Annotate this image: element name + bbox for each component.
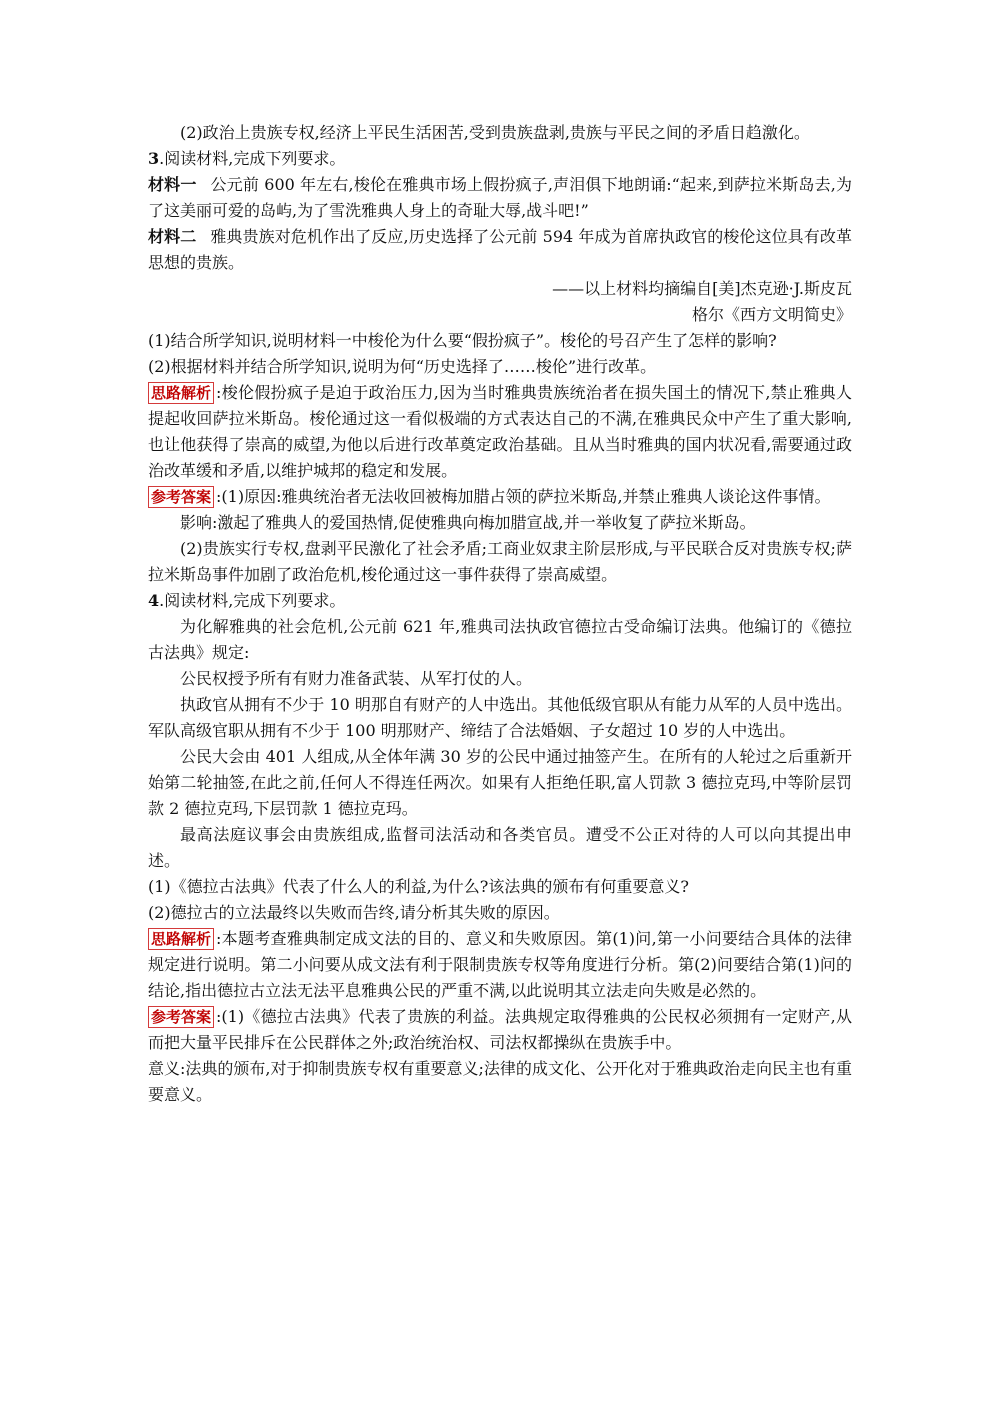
question-3-stem: 3.阅读材料,完成下列要求。: [148, 149, 346, 168]
q3-source-line-2: 格尔《西方文明简史》: [691, 305, 852, 324]
analysis-tag: 思路解析: [148, 928, 214, 950]
q3-analysis: 思路解析 :梭伦假扮疯子是迫于政治压力,因为当时雅典贵族统治者在损失国土的情况下,禁止雅典人提起收回萨拉米斯岛。梭伦通过这一看似极端的方式表达自己的不满,在雅典民众中产生了重大影响,也让他获得了崇高的威望,为他以后进行改革奠定政治基础。且从当时雅典的国内状况看,需要通过政治改革缓和矛盾,以维护城邦的稳定和发展。: [148, 383, 852, 480]
q4-material-p5: 最高法庭议事会由贵族组成,监督司法活动和各类官员。遭受不公正对待的人可以向其提出申述。: [148, 825, 852, 870]
q4-material-p3: 执政官从拥有不少于 10 明那自有财产的人中选出。其他低级官职从有能力从军的人员中选出。军队高级官职从拥有不少于 100 明那财产、缔结了合法婚姻、子女超过 10 岁的人中选出。: [148, 695, 852, 740]
q4-analysis: 思路解析 :本题考查雅典制定成文法的目的、意义和失败原因。第(1)问,第一小问要结合具体的法律规定进行说明。第二小问要从成文法有利于限制贵族专权等角度进行分析。第(2)问要结合第(1)问的结论,指出德拉古立法无法平息雅典公民的严重不满,以此说明其立法走向失败是必然的。: [148, 929, 852, 1000]
question-4-stem: 4.阅读材料,完成下列要求。: [148, 591, 346, 610]
material-2-text: 雅典贵族对危机作出了反应,历史选择了公元前 594 年成为首席执政官的梭伦这位具有改革思想的贵族。: [148, 227, 852, 272]
answer-tag: 参考答案: [148, 1006, 214, 1028]
q3-material-1: [148, 172, 852, 224]
q3-answer: 参考答案 :(1)原因:雅典统治者无法收回被梅加腊占领的萨拉米斯岛,并禁止雅典人谈论这件事情。: [148, 484, 852, 510]
q3-answer-text-1: (1)原因:雅典统治者无法收回被梅加腊占领的萨拉米斯岛,并禁止雅典人谈论这件事情。: [221, 487, 831, 506]
q3-source-line-1: ——以上材料均摘编自[美]杰克逊·J.斯皮瓦: [552, 279, 852, 298]
answer-tag: 参考答案: [148, 486, 214, 508]
q3-sub-question-2: (2)根据材料并结合所学知识,说明为何“历史选择了……梭伦”进行改革。: [148, 357, 657, 376]
q4-sub-question-1: (1)《德拉古法典》代表了什么人的利益,为什么?该法典的颁布有何重要意义?: [148, 877, 689, 896]
q4-material-p2: 公民权授予所有有财力准备武装、从军打仗的人。: [180, 669, 533, 688]
q4-sub-question-2: (2)德拉古的立法最终以失败而告终,请分析其失败的原因。: [148, 903, 560, 922]
analysis-tag: 思路解析: [148, 382, 214, 404]
question-3-number: 3: [148, 149, 160, 168]
q4-analysis-text: 本题考查雅典制定成文法的目的、意义和失败原因。第(1)问,第一小问要结合具体的法律规定进行说明。第二小问要从成文法有利于限制贵族专权等角度进行分析。第(2)问要结合第(1)问的结论,指出德拉古立法无法平息雅典公民的严重不满,以此说明其立法走向失败是必然的。: [148, 929, 852, 1000]
q3-answer-text-3: (2)贵族实行专权,盘剥平民激化了社会矛盾;工商业奴隶主阶层形成,与平民联合反对贵族专权;萨拉米斯岛事件加剧了政治危机,梭伦通过这一事件获得了崇高威望。: [148, 539, 852, 584]
q3-answer-text-2: 影响:激起了雅典人的爱国热情,促使雅典向梅加腊宣战,并一举收复了萨拉米斯岛。: [180, 513, 756, 532]
q3-analysis-text: 梭伦假扮疯子是迫于政治压力,因为当时雅典贵族统治者在损失国土的情况下,禁止雅典人提起收回萨拉米斯岛。梭伦通过这一看似极端的方式表达自己的不满,在雅典民众中产生了重大影响,也让他获得了崇高的威望,为他以后进行改革奠定政治基础。且从当时雅典的国内状况看,需要通过政治改革缓和矛盾,以维护城邦的稳定和发展。: [148, 383, 852, 480]
question-4-number: 4: [148, 591, 160, 610]
material-1-label: 材料一: [148, 175, 197, 194]
q4-material-p1: 为化解雅典的社会危机,公元前 621 年,雅典司法执政官德拉古受命编订法典。他编订的《德拉古法典》规定:: [148, 617, 852, 662]
q4-material-p4: 公民大会由 401 人组成,从全体年满 30 岁的公民中通过抽签产生。在所有的人轮过之后重新开始第二轮抽签,在此之前,任何人不得连任两次。如果有人拒绝任职,富人罚款 3 德拉克玛,中等阶层罚款 2 德拉克玛,下层罚款 1 德拉克玛。: [148, 747, 852, 818]
q4-answer-text-2: 意义:法典的颁布,对于抑制贵族专权有重要意义;法律的成文化、公开化对于雅典政治走向民主也有重要意义。: [148, 1059, 852, 1104]
document-page: [148, 120, 852, 1108]
q4-answer: 参考答案 :(1)《德拉古法典》代表了贵族的利益。法典规定取得雅典的公民权必须拥有一定财产,从而把大量平民排斥在公民群体之外;政治统治权、司法权都操纵在贵族手中。: [148, 1007, 852, 1052]
material-1-text: 公元前 600 年左右,梭伦在雅典市场上假扮疯子,声泪俱下地朗诵:“起来,到萨拉米斯岛去,为了这美丽可爱的岛屿,为了雪洗雅典人身上的奇耻大辱,战斗吧!”: [148, 175, 852, 220]
material-2-label: 材料二: [148, 227, 197, 246]
q3-material-2: [148, 224, 852, 276]
q3-sub-question-1: (1)结合所学知识,说明材料一中梭伦为什么要“假扮疯子”。梭伦的号召产生了怎样的影响?: [148, 331, 777, 350]
prev-answer-part2: (2)政治上贵族专权,经济上平民生活困苦,受到贵族盘剥,贵族与平民之间的矛盾日趋激化。: [180, 123, 810, 142]
q4-answer-text-1: (1)《德拉古法典》代表了贵族的利益。法典规定取得雅典的公民权必须拥有一定财产,从而把大量平民排斥在公民群体之外;政治统治权、司法权都操纵在贵族手中。: [148, 1007, 852, 1052]
